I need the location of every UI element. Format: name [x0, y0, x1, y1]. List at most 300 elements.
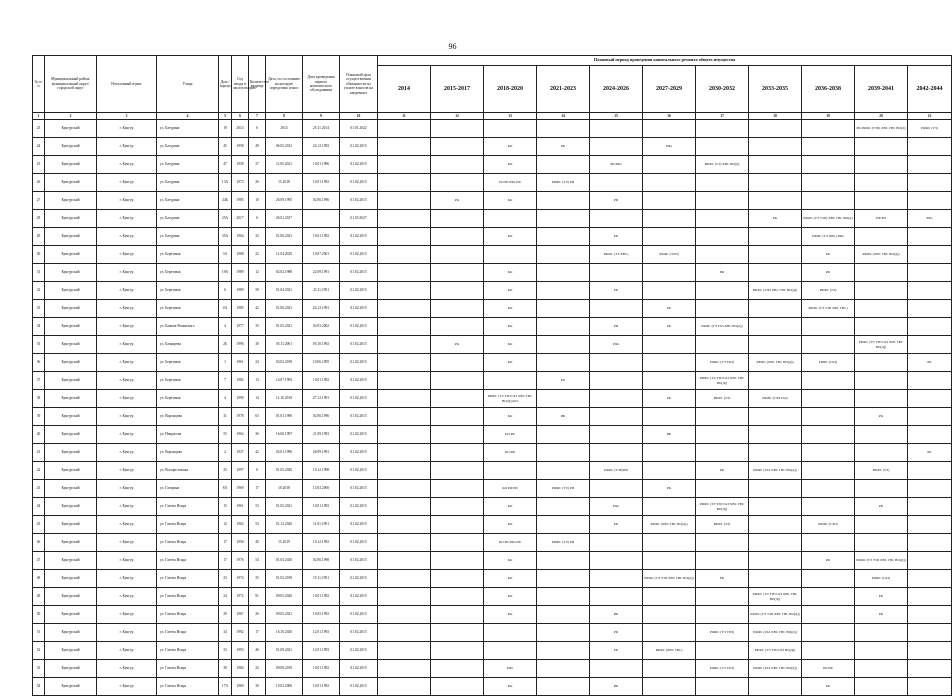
column-number: 9 [303, 113, 340, 120]
work-cell [431, 282, 484, 300]
table-row [33, 390, 952, 408]
table-row [33, 480, 952, 498]
work-cell: КО [484, 156, 537, 174]
survey-date-cell: 10.01.1992 [303, 588, 340, 606]
column-number: 6 [232, 113, 249, 120]
work-cell [590, 570, 643, 588]
district-cell: Кунгурский [45, 678, 97, 696]
work-cell: РФФС (ТЭ ТЗП) [696, 624, 749, 642]
work-cell [855, 516, 908, 534]
work-cell [908, 192, 952, 210]
work-cell [908, 336, 952, 354]
work-cell: КО [484, 300, 537, 318]
house-cell: 7 [219, 372, 232, 390]
settlement-cell: г. Кунгур [97, 138, 157, 156]
district-cell: Кунгурский [45, 570, 97, 588]
settlement-cell: г. Кунгур [97, 516, 157, 534]
apartments-cell: 14 [249, 390, 266, 408]
work-cell [378, 336, 431, 354]
row-number: 34 [33, 318, 45, 336]
work-cell [908, 138, 952, 156]
survey-date-cell: 02.06.1996 [303, 408, 340, 426]
district-cell: Кунгурский [45, 462, 97, 480]
table-row [33, 426, 952, 444]
work-cell: КО РФ [484, 444, 537, 462]
street-cell: ул. Газеты Искра [157, 570, 219, 588]
work-cell [431, 264, 484, 282]
work-cell [378, 246, 431, 264]
work-cell [537, 462, 590, 480]
work-cell [696, 282, 749, 300]
row-number: 47 [33, 552, 45, 570]
district-cell: Кунгурский [45, 534, 97, 552]
row-number: 36 [33, 354, 45, 372]
house-cell: 17 [219, 534, 232, 552]
work-cell [537, 300, 590, 318]
payment-start-cell: 01.02.2015 [340, 318, 378, 336]
work-cell [855, 192, 908, 210]
capital-repair-table [32, 55, 952, 696]
work-cell: КО [484, 192, 537, 210]
table-row [33, 318, 952, 336]
work-cell: РФа [484, 660, 537, 678]
apartments-cell: 30 [249, 678, 266, 696]
street-cell: ул. Березовая [157, 246, 219, 264]
house-cell: 35А [219, 228, 232, 246]
work-cell [378, 606, 431, 624]
work-cell [378, 534, 431, 552]
work-cell: РК [802, 264, 855, 282]
payment-start-cell: 01.02.2015 [340, 462, 378, 480]
work-cell [643, 462, 696, 480]
work-cell: РФФС (ГАЗ ХВС ГВС ВО(Д)) [749, 624, 802, 642]
work-cell [749, 246, 802, 264]
work-cell [802, 444, 855, 462]
work-cell [378, 426, 431, 444]
row-number: 52 [33, 642, 45, 660]
column-number: 19 [802, 113, 855, 120]
apartments-cell: 6 [249, 210, 266, 228]
work-cell: КО [484, 516, 537, 534]
work-cell [749, 498, 802, 516]
work-cell [908, 408, 952, 426]
survey-date-cell: 15.11.1991 [303, 570, 340, 588]
settlement-cell: г. Кунгур [97, 570, 157, 588]
survey-date-cell: 22.09.1991 [303, 264, 340, 282]
row-number: 39 [33, 408, 45, 426]
build-year-cell: 1985 [232, 192, 249, 210]
work-cell [749, 336, 802, 354]
work-cell [696, 444, 749, 462]
settlement-cell: г. Кунгур [97, 444, 157, 462]
work-cell [749, 534, 802, 552]
work-cell [431, 552, 484, 570]
work-cell [431, 606, 484, 624]
work-cell: РФФС (ТЭ ТЗП ГАЗ ХВС ГВС ВО(Д)) [696, 498, 749, 516]
payment-start-cell: 01.02.2015 [340, 426, 378, 444]
apartments-cell: 42 [249, 300, 266, 318]
build-year-cell: 1985 [232, 300, 249, 318]
build-year-cell: 1958 [232, 138, 249, 156]
work-cell: РК РФ [802, 660, 855, 678]
work-cell: РК [590, 228, 643, 246]
work-cell: РК [696, 462, 749, 480]
house-cell: 13А [219, 174, 232, 192]
work-cell [643, 444, 696, 462]
work-cell: РФФС (ТЭ) [855, 462, 908, 480]
work-cell [537, 606, 590, 624]
work-cell [431, 156, 484, 174]
header-plan-period: Плановый период проведения капитального ремонта общего имущества [378, 56, 952, 66]
work-cell [378, 678, 431, 696]
row-number: 28 [33, 210, 45, 228]
apartments-cell: 53 [249, 498, 266, 516]
work-cell: РФФС (ТЭ) РИ [537, 480, 590, 498]
settlement-cell: г. Кунгур [97, 264, 157, 282]
work-cell: РФФС (ТЭ ГАЗ ХВС ВО(Д)) [696, 318, 749, 336]
work-cell [643, 624, 696, 642]
work-cell: РК [431, 336, 484, 354]
work-cell [749, 552, 802, 570]
work-cell [802, 624, 855, 642]
survey-date-cell: 27.12.1991 [303, 390, 340, 408]
work-cell [696, 192, 749, 210]
street-cell: ул. Бачкирева [157, 336, 219, 354]
work-cell [643, 678, 696, 696]
work-cell: КО [484, 552, 537, 570]
payment-start-cell: 01.02.2015 [340, 516, 378, 534]
work-cell [749, 300, 802, 318]
work-cell [643, 264, 696, 282]
payment-start-cell: 01.02.2015 [340, 552, 378, 570]
build-year-cell: 1976 [232, 552, 249, 570]
work-cell [855, 660, 908, 678]
work-cell [431, 570, 484, 588]
build-year-cell: 1962 [232, 516, 249, 534]
work-cell: РФФС (ХВС ГВС) [643, 642, 696, 660]
work-cell [378, 282, 431, 300]
district-cell: Кунгурский [45, 444, 97, 462]
wear-date-cell: 01.04.2021 [266, 282, 303, 300]
work-cell [908, 678, 952, 696]
payment-start-cell: 01.02.2015 [340, 174, 378, 192]
settlement-cell: г. Кунгур [97, 426, 157, 444]
work-cell [802, 498, 855, 516]
column-number: 15 [590, 113, 643, 120]
work-cell [908, 642, 952, 660]
work-cell [908, 264, 952, 282]
survey-date-cell: 11.01.1991 [303, 516, 340, 534]
survey-date-cell: 02.06.1998 [303, 552, 340, 570]
work-cell [749, 678, 802, 696]
work-cell: РК [537, 372, 590, 390]
work-cell [378, 300, 431, 318]
work-cell [643, 174, 696, 192]
district-cell: Кунгурский [45, 606, 97, 624]
work-cell [643, 228, 696, 246]
table-row [33, 264, 952, 282]
street-cell: ул. Батурина [157, 120, 219, 138]
street-cell: ул. Газеты Искра [157, 552, 219, 570]
work-cell: РФФС (ТЭ ТЗП ХВС ГВС ВО(Д)) [855, 552, 908, 570]
work-cell [537, 228, 590, 246]
house-cell: 33 [219, 642, 232, 660]
work-cell [643, 408, 696, 426]
work-cell: РК [590, 516, 643, 534]
work-cell [802, 318, 855, 336]
work-cell: КО [484, 498, 537, 516]
work-cell: РФФС (ХВС ГВС ВО(Д)) [643, 516, 696, 534]
header-year-2039-2041: 2039-2041 [855, 66, 908, 113]
work-cell: РФФС (ТЭ ТЗП) [696, 660, 749, 678]
work-cell [537, 282, 590, 300]
settlement-cell: г. Кунгур [97, 606, 157, 624]
row-number: 40 [33, 426, 45, 444]
work-cell [855, 282, 908, 300]
work-cell [855, 354, 908, 372]
work-cell [537, 354, 590, 372]
house-cell: 19 [219, 120, 232, 138]
work-cell [431, 642, 484, 660]
survey-date-cell: 25.11.2014 [303, 120, 340, 138]
work-cell [537, 120, 590, 138]
work-cell [696, 642, 749, 660]
work-cell: РК [590, 282, 643, 300]
street-cell: ул. Воронцова [157, 444, 219, 462]
settlement-cell: г. Кунгур [97, 246, 157, 264]
table-row [33, 498, 952, 516]
build-year-cell: 1988 [232, 246, 249, 264]
work-cell: РФФС (ТЭ) [802, 282, 855, 300]
work-cell [537, 642, 590, 660]
work-cell [802, 138, 855, 156]
work-cell [378, 516, 431, 534]
apartments-cell: 12 [249, 264, 266, 282]
row-number: 37 [33, 372, 45, 390]
apartments-cell: 63 [249, 408, 266, 426]
payment-start-cell: 01.02.2015 [340, 498, 378, 516]
work-cell [855, 264, 908, 282]
work-cell [431, 660, 484, 678]
payment-start-cell: 01.02.2015 [340, 588, 378, 606]
work-cell [590, 372, 643, 390]
settlement-cell: г. Кунгур [97, 642, 157, 660]
header-col2: Муниципальный район/муниципальный округ/городской округ [45, 56, 97, 113]
apartments-cell: 22 [249, 246, 266, 264]
work-cell [749, 228, 802, 246]
build-year-cell: 1956 [232, 534, 249, 552]
survey-date-cell: 02.03.2002 [303, 318, 340, 336]
work-cell [802, 120, 855, 138]
work-cell [537, 552, 590, 570]
street-cell: ул. Березовая [157, 300, 219, 318]
district-cell: Кунгурский [45, 120, 97, 138]
work-cell [431, 516, 484, 534]
house-cell: 19А [219, 264, 232, 282]
build-year-cell: 1964 [232, 228, 249, 246]
apartments-cell: 13 [249, 372, 266, 390]
district-cell: Кунгурский [45, 138, 97, 156]
settlement-cell: г. Кунгур [97, 192, 157, 210]
work-cell: РК [802, 678, 855, 696]
work-cell [855, 444, 908, 462]
page-number: 96 [448, 42, 457, 51]
work-cell [590, 660, 643, 678]
work-cell [643, 372, 696, 390]
work-cell [537, 426, 590, 444]
apartments-cell: 6 [249, 462, 266, 480]
wear-date-cell: 11.05.2021 [266, 156, 303, 174]
survey-date-cell: 12.01.1993 [303, 642, 340, 660]
survey-date-cell [303, 210, 340, 228]
street-cell: ул. Бажова-Ровенского [157, 318, 219, 336]
work-cell [378, 228, 431, 246]
work-cell [908, 516, 952, 534]
work-cell [749, 426, 802, 444]
payment-start-cell: 01.02.2015 [340, 192, 378, 210]
work-cell [431, 588, 484, 606]
table-row [33, 138, 952, 156]
work-cell [908, 624, 952, 642]
work-cell: КО [484, 138, 537, 156]
work-cell [749, 264, 802, 282]
row-number: 33 [33, 300, 45, 318]
work-cell [431, 300, 484, 318]
work-cell [908, 588, 952, 606]
work-cell [378, 120, 431, 138]
wear-date-cell: 06.05.2012 [266, 138, 303, 156]
work-cell: РФФС (ТЭ ХВС) РФа [802, 228, 855, 246]
work-cell [378, 480, 431, 498]
column-number: 3 [97, 113, 157, 120]
work-cell: РФФС (ГАЗ ХВС ГВС ВО(Д)) [749, 660, 802, 678]
header-year-2014: 2014 [378, 66, 431, 113]
house-cell: 3А [219, 246, 232, 264]
row-number: 44 [33, 498, 45, 516]
survey-date-cell: 10.07.2001 [303, 246, 340, 264]
build-year-cell: 1969 [232, 678, 249, 696]
work-cell: КО [484, 678, 537, 696]
payment-start-cell: 01.02.2015 [340, 246, 378, 264]
work-cell [537, 156, 590, 174]
house-cell: 47 [219, 156, 232, 174]
build-year-cell: 1967 [232, 606, 249, 624]
work-cell [643, 498, 696, 516]
wear-date-cell: 10.2018 [266, 480, 303, 498]
work-cell: РФФС (ХВС ГВС ВО(Д)) [749, 354, 802, 372]
district-cell: Кунгурский [45, 336, 97, 354]
table-row [33, 192, 952, 210]
work-cell [484, 642, 537, 660]
work-cell: РФ [590, 606, 643, 624]
work-cell [378, 462, 431, 480]
work-cell [855, 156, 908, 174]
house-cell: 8А [219, 480, 232, 498]
street-cell: ул. Батурина [157, 228, 219, 246]
column-number: 2 [45, 113, 97, 120]
header-year-2036-2038: 2036-2038 [802, 66, 855, 113]
work-cell: РК [855, 588, 908, 606]
work-cell [696, 210, 749, 228]
work-cell [431, 390, 484, 408]
work-cell [431, 444, 484, 462]
row-number: 49 [33, 588, 45, 606]
build-year-cell: 1989 [232, 264, 249, 282]
work-cell [537, 318, 590, 336]
table-row [33, 408, 952, 426]
street-cell: ул. Батурина [157, 192, 219, 210]
work-cell [696, 426, 749, 444]
header-col3: Населенный пункт [97, 56, 157, 113]
table-row [33, 174, 952, 192]
header-row-plan [33, 56, 952, 66]
work-cell [696, 552, 749, 570]
build-year-cell: 1992 [232, 624, 249, 642]
street-cell: ул. Газеты Искра [157, 534, 219, 552]
work-cell [378, 318, 431, 336]
house-cell: 38 [219, 660, 232, 678]
work-cell [696, 336, 749, 354]
house-cell: 55 [219, 426, 232, 444]
work-cell [378, 588, 431, 606]
work-cell: РФФС (ТЭ ТЗП ГАЗ ХВС ГВС ВО(Д)) [696, 372, 749, 390]
work-cell [643, 354, 696, 372]
wear-date-cell: 01.03.2020 [266, 552, 303, 570]
payment-start-cell: 01.02.2015 [340, 480, 378, 498]
work-cell [537, 210, 590, 228]
district-cell: Кунгурский [45, 264, 97, 282]
work-cell [590, 480, 643, 498]
apartments-cell: 42 [249, 444, 266, 462]
work-cell [590, 534, 643, 552]
build-year-cell: 1977 [232, 318, 249, 336]
build-year-cell: 1996 [232, 336, 249, 354]
work-cell [431, 480, 484, 498]
street-cell: ул. Батурина [157, 210, 219, 228]
work-cell: РФФС (ТЭ ТЗП ГАЗ ХВС ГВС ВО(Д)) КО [484, 390, 537, 408]
wear-date-cell: 11.04.2020 [266, 246, 303, 264]
work-cell: РФФС (ХВС ГВС ВО(Д)) [855, 246, 908, 264]
street-cell: ул. Газеты Искра [157, 660, 219, 678]
apartments-cell: 35 [249, 318, 266, 336]
work-cell: РО РК РФа РФ [484, 174, 537, 192]
apartments-cell: 49 [249, 138, 266, 156]
work-cell [749, 372, 802, 390]
work-cell: КО [484, 264, 537, 282]
build-year-cell: 1973 [232, 174, 249, 192]
work-cell: РФФС (ТЗП ГАЗ) [749, 390, 802, 408]
apartments-cell: 53 [249, 516, 266, 534]
work-cell [590, 138, 643, 156]
header-col7: Количество квартир [249, 56, 266, 113]
payment-start-cell: 01.01.2022 [340, 120, 378, 138]
street-cell: ул. Газеты Искра [157, 498, 219, 516]
work-cell: РФФС (ТЭ) РИ [537, 174, 590, 192]
work-cell [537, 516, 590, 534]
house-cell: 4 [219, 318, 232, 336]
work-cell [590, 444, 643, 462]
work-cell: РК [908, 444, 952, 462]
header-col4: Улица [157, 56, 219, 113]
settlement-cell: г. Кунгур [97, 660, 157, 678]
work-cell [537, 444, 590, 462]
table-row [33, 246, 952, 264]
wear-date-cell: 09.05.2020 [266, 588, 303, 606]
column-number: 21 [908, 113, 952, 120]
wear-date-cell: 26.09.1995 [266, 192, 303, 210]
work-cell: РК [643, 480, 696, 498]
row-number: 26 [33, 174, 45, 192]
